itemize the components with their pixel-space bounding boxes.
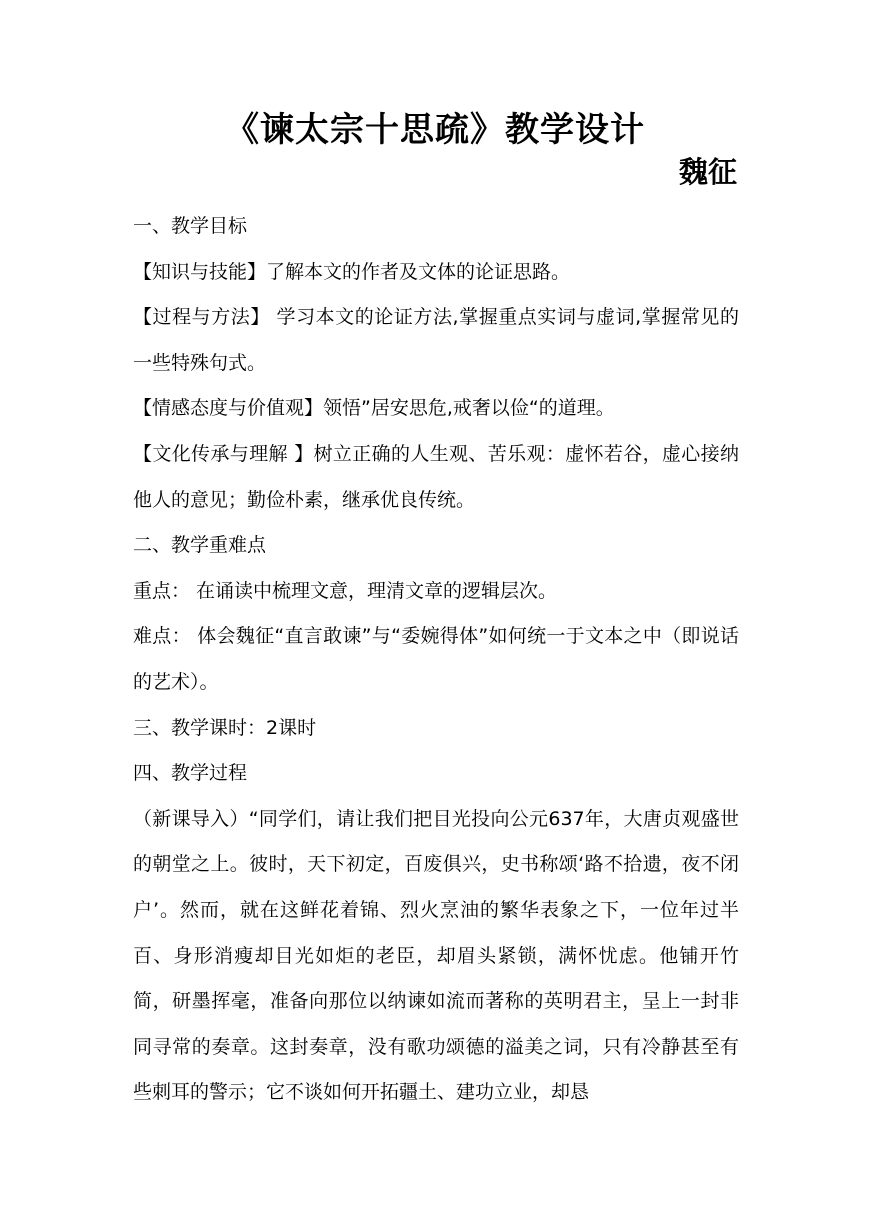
key-point: 重点： 在诵读中梳理文意，理清文章的逻辑层次。 bbox=[133, 579, 558, 602]
lesson-intro-paragraph: （新课导入）“同学们，请让我们把目光投向公元637年，大唐贞观盛世的朝堂之上。彼时，天下初定，百废俱兴，史书称颂‘路不拾遗，夜不闭户’。然而，就在这鲜花着锦、烈火烹油的繁华表象之下，一位年过半百、身形消瘦却目光如炬的老臣，却眉头紧锁，满怀忧虑。他铺开竹简，研墨挥毫，准备向那位以纳谏如流而著称的英明君主，呈上一封非同寻常的奏章。这封奏章，没有歌功颂德的溢美之词，只有冷静甚至有些刺耳的警示；它不谈如何开拓疆土、建功立业，却恳 bbox=[133, 807, 739, 1104]
section-heading-keypoints: 二、教学重难点 bbox=[133, 534, 267, 557]
objective-emotion: 【情感态度与价值观】领悟”居安思危,戒奢以俭“的道理。 bbox=[133, 397, 615, 420]
section-heading-objectives: 一、教学目标 bbox=[133, 215, 248, 237]
document-author: 魏征 bbox=[678, 155, 737, 189]
document-body bbox=[133, 204, 739, 1116]
difficult-point: 难点： 体会魏征“直言敢谏”与“委婉得体”如何统一于文本之中（即说话的艺术）。 bbox=[133, 625, 739, 693]
section-heading-hours: 三、教学课时：2课时 bbox=[133, 716, 317, 739]
section-heading-process: 四、教学过程 bbox=[133, 762, 248, 785]
objective-culture: 【文化传承与理解 】树立正确的人生观、苦乐观：虚怀若谷，虚心接纳他人的意见；勤俭朴素，继承优良传统。 bbox=[133, 442, 739, 511]
document-title: 《谏太宗十思疏》教学设计 bbox=[225, 110, 645, 150]
objective-process: 【过程与方法】 学习本文的论证方法,掌握重点实词与虚词,掌握常见的一些特殊句式。 bbox=[133, 306, 739, 374]
objective-knowledge: 【知识与技能】了解本文的作者及文体的论证思路。 bbox=[133, 260, 571, 283]
